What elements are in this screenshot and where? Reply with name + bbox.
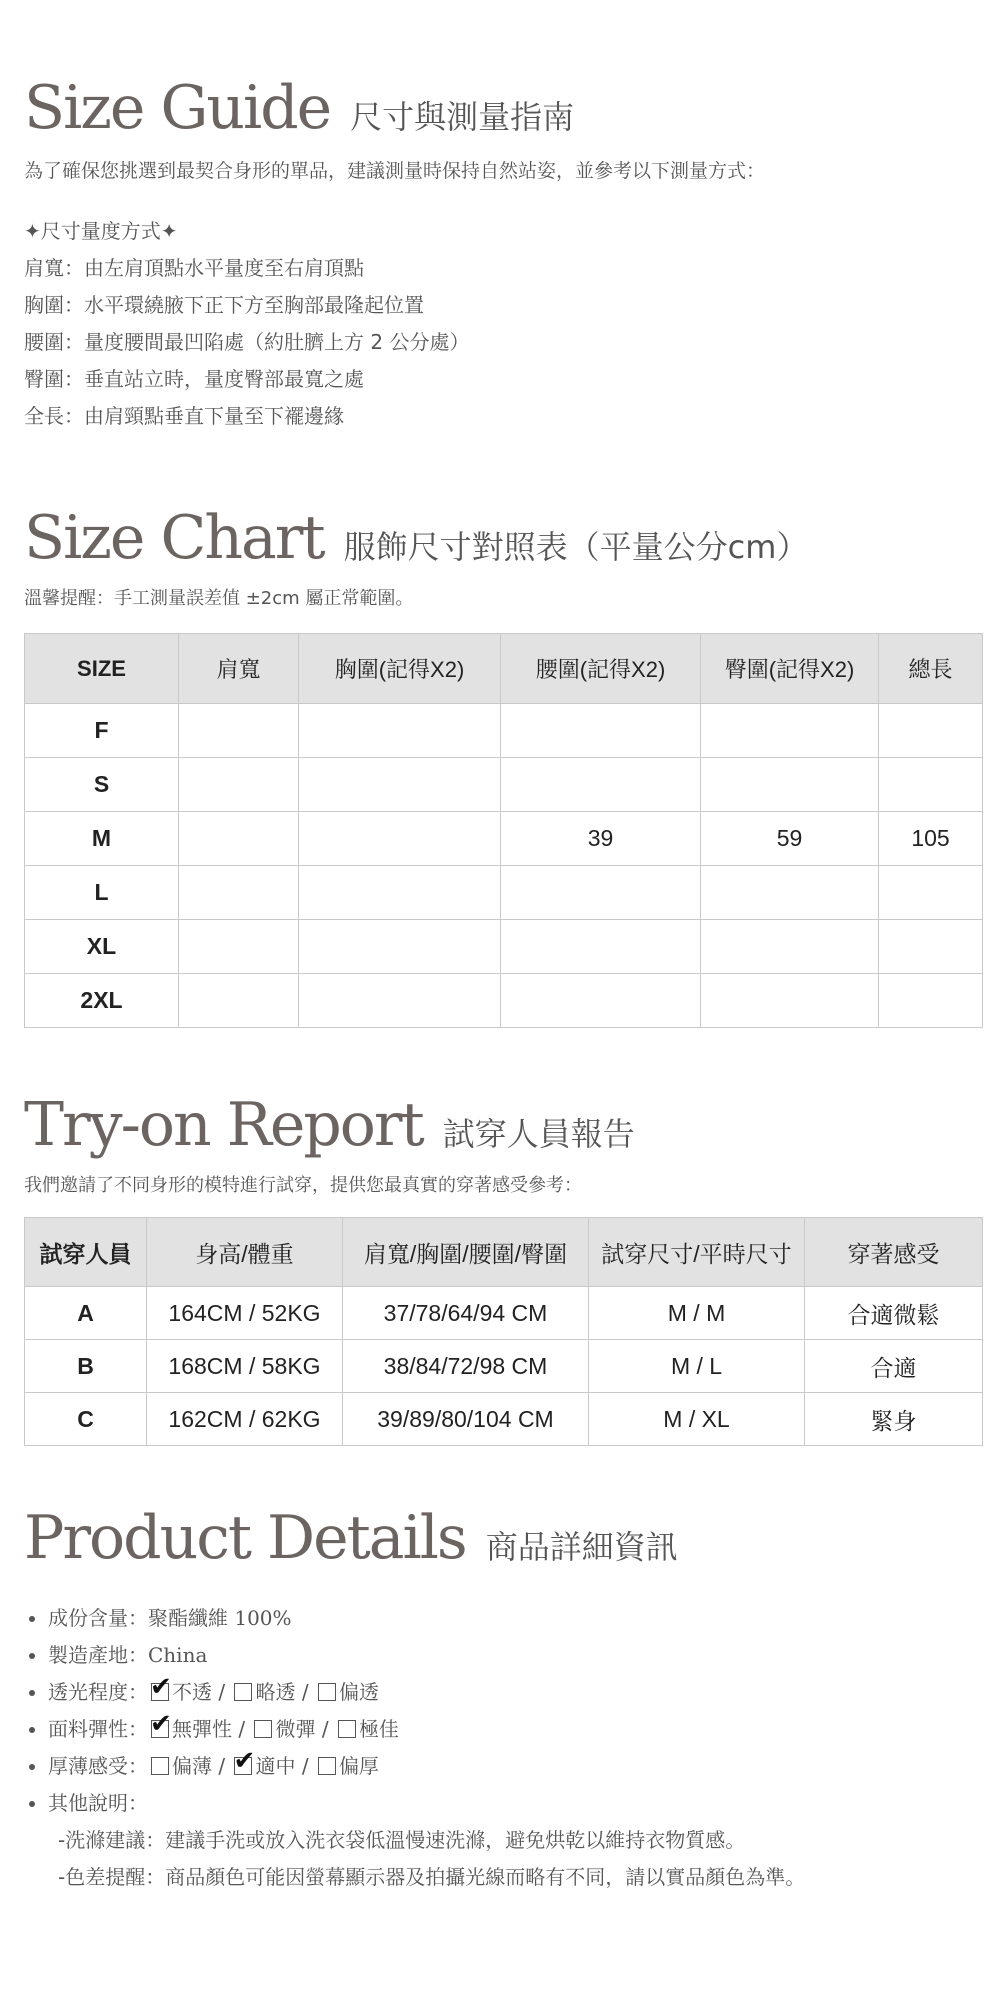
unchecked-checkbox-icon xyxy=(318,1683,336,1701)
table-cell xyxy=(179,812,299,866)
measure-item: 肩寬：由左肩頂點水平量度至右肩頂點 xyxy=(24,256,364,280)
option-label: 偏厚 xyxy=(338,1754,379,1778)
table-cell xyxy=(299,974,501,1028)
table-cell xyxy=(299,866,501,920)
header-cell: 穿著感受 xyxy=(805,1218,983,1287)
table-cell: 39 xyxy=(501,812,701,866)
table-cell: 合適微鬆 xyxy=(805,1287,983,1340)
tryon-intro: 我們邀請了不同身形的模特進行試穿，提供您最真實的穿著感受參考： xyxy=(24,1175,582,1196)
separator: / xyxy=(218,1754,226,1778)
tryon-table xyxy=(24,1217,983,1446)
table-row xyxy=(25,812,983,866)
size-cell: XL xyxy=(25,920,179,974)
detail-label: 成份含量： xyxy=(48,1606,148,1630)
option-label: 適中 xyxy=(255,1754,296,1778)
checked-checkbox-icon xyxy=(233,1746,256,1776)
size-table xyxy=(24,633,983,1028)
size-chart-note: 溫馨提醒：手工測量誤差值 ±2cm 屬正常範圍。 xyxy=(24,588,414,609)
table-cell: 38/84/72/98 CM xyxy=(343,1340,589,1393)
table-cell xyxy=(501,758,701,812)
check-mark-icon: ✔ xyxy=(233,1746,256,1776)
product-section xyxy=(24,1503,976,1896)
unchecked-checkbox-icon xyxy=(338,1720,356,1738)
size-cell: 2XL xyxy=(25,974,179,1028)
product-title-en: Product Details xyxy=(24,1503,466,1573)
separator: / xyxy=(238,1717,246,1741)
table-cell: 合適 xyxy=(805,1340,983,1393)
table-cell: 105 xyxy=(879,812,983,866)
table-row xyxy=(25,758,983,812)
detail-label: 透光程度： xyxy=(48,1680,148,1704)
detail-stretch xyxy=(48,1711,976,1748)
detail-label: 厚薄感受： xyxy=(48,1754,148,1778)
table-cell: 39/89/80/104 CM xyxy=(343,1393,589,1446)
option-label: 略透 xyxy=(255,1680,296,1704)
header-cell: 試穿人員 xyxy=(25,1218,147,1287)
detail-label: 面料彈性： xyxy=(48,1717,148,1741)
table-cell xyxy=(299,758,501,812)
header-cell: 胸圍(記得X2) xyxy=(299,634,501,704)
detail-value: China xyxy=(148,1643,208,1667)
tryon-table-header xyxy=(25,1218,983,1287)
size-cell: L xyxy=(25,866,179,920)
separator: / xyxy=(218,1680,226,1704)
size-cell: S xyxy=(25,758,179,812)
table-cell xyxy=(879,866,983,920)
size-table-wrap xyxy=(24,633,976,1028)
detail-label: 製造產地： xyxy=(48,1643,148,1667)
header-cell: 肩寬 xyxy=(179,634,299,704)
product-title-zh: 商品詳細資訊 xyxy=(485,1528,678,1566)
table-row xyxy=(25,1393,983,1446)
header-cell: 臀圍(記得X2) xyxy=(701,634,879,704)
detail-value: 聚酯纖維 100% xyxy=(148,1606,292,1630)
table-cell xyxy=(299,704,501,758)
tryon-title-en: Try-on Report xyxy=(24,1090,423,1160)
table-row xyxy=(25,866,983,920)
measure-item: 胸圍：水平環繞腋下正下方至胸部最隆起位置 xyxy=(24,293,424,317)
table-cell xyxy=(179,920,299,974)
header-cell: SIZE xyxy=(25,634,179,704)
table-cell: M / L xyxy=(589,1340,805,1393)
size-cell: M xyxy=(25,812,179,866)
detail-sheerness xyxy=(48,1674,976,1711)
size-chart-title-zh: 服飾尺寸對照表（平量公分cm） xyxy=(343,528,809,566)
person-cell: B xyxy=(25,1340,147,1393)
header-cell: 腰圍(記得X2) xyxy=(501,634,701,704)
header-cell: 總長 xyxy=(879,634,983,704)
size-guide-section xyxy=(24,73,976,435)
product-details xyxy=(24,1600,976,1896)
person-cell: C xyxy=(25,1393,147,1446)
table-cell xyxy=(299,920,501,974)
unchecked-checkbox-icon xyxy=(254,1720,272,1738)
measure-item: 腰圍：量度腰間最凹陷處（約肚臍上方 2 公分處） xyxy=(24,330,470,354)
table-cell xyxy=(879,920,983,974)
detail-list xyxy=(24,1600,976,1822)
option-label: 偏薄 xyxy=(172,1754,212,1778)
size-table-header xyxy=(25,634,983,704)
table-row xyxy=(25,974,983,1028)
person-cell: A xyxy=(25,1287,147,1340)
size-guide-heading xyxy=(24,73,976,143)
table-cell: 59 xyxy=(701,812,879,866)
table-cell: 164CM / 52KG xyxy=(147,1287,343,1340)
detail-thickness xyxy=(48,1748,976,1785)
table-cell: 緊身 xyxy=(805,1393,983,1446)
table-row xyxy=(25,1287,983,1340)
table-cell: 162CM / 62KG xyxy=(147,1393,343,1446)
size-guide-title-en: Size Guide xyxy=(24,73,331,143)
table-cell xyxy=(501,704,701,758)
measure-list xyxy=(24,213,976,435)
header-cell: 身高/體重 xyxy=(147,1218,343,1287)
separator: / xyxy=(321,1717,329,1741)
option-label: 極佳 xyxy=(358,1717,399,1741)
table-cell: 37/78/64/94 CM xyxy=(343,1287,589,1340)
product-heading xyxy=(24,1503,976,1573)
table-row xyxy=(25,920,983,974)
table-cell xyxy=(501,866,701,920)
table-cell: M / M xyxy=(589,1287,805,1340)
table-cell xyxy=(701,758,879,812)
check-mark-icon: ✔ xyxy=(150,1709,172,1739)
table-cell xyxy=(179,704,299,758)
tryon-heading xyxy=(24,1090,976,1160)
size-chart-title-en: Size Chart xyxy=(24,503,324,573)
option-label: 不透 xyxy=(172,1680,212,1704)
header-cell: 肩寬/胸圍/腰圍/臀圍 xyxy=(343,1218,589,1287)
checked-checkbox-icon xyxy=(150,1709,172,1739)
detail-material xyxy=(48,1600,976,1637)
table-cell xyxy=(701,920,879,974)
table-cell xyxy=(179,974,299,1028)
separator: / xyxy=(301,1754,309,1778)
size-chart-heading xyxy=(24,503,976,573)
table-cell xyxy=(701,704,879,758)
unchecked-checkbox-icon xyxy=(151,1757,169,1775)
table-cell xyxy=(879,974,983,1028)
size-cell: F xyxy=(25,704,179,758)
header-cell: 試穿尺寸/平時尺寸 xyxy=(589,1218,805,1287)
table-cell: 168CM / 58KG xyxy=(147,1340,343,1393)
measure-method-title: ✦尺寸量度方式✦ xyxy=(24,219,178,243)
tryon-section xyxy=(24,1090,976,1197)
table-cell xyxy=(701,866,879,920)
table-cell xyxy=(179,866,299,920)
checked-checkbox-icon xyxy=(150,1672,172,1702)
option-label: 無彈性 xyxy=(172,1717,232,1741)
detail-origin xyxy=(48,1637,976,1674)
separator: / xyxy=(301,1680,309,1704)
table-cell xyxy=(879,704,983,758)
table-cell xyxy=(299,812,501,866)
detail-other xyxy=(48,1785,976,1822)
tryon-table-wrap xyxy=(24,1217,976,1446)
detail-label: 其他說明： xyxy=(48,1791,148,1815)
table-cell xyxy=(501,974,701,1028)
wash-instruction: -洗滌建議：建議手洗或放入洗衣袋低溫慢速洗滌，避免烘乾以維持衣物質感。 xyxy=(58,1828,746,1852)
color-notice: -色差提醒：商品顏色可能因螢幕顯示器及拍攝光線而略有不同，請以實品顏色為準。 xyxy=(58,1865,806,1889)
measure-item: 全長：由肩頸點垂直下量至下襬邊緣 xyxy=(24,404,344,428)
table-cell xyxy=(879,758,983,812)
unchecked-checkbox-icon xyxy=(318,1757,336,1775)
table-cell xyxy=(701,974,879,1028)
table-cell xyxy=(501,920,701,974)
table-cell xyxy=(179,758,299,812)
check-mark-icon: ✔ xyxy=(150,1672,172,1702)
size-chart-section xyxy=(24,503,976,610)
tryon-title-zh: 試穿人員報告 xyxy=(442,1115,635,1153)
table-cell: M / XL xyxy=(589,1393,805,1446)
option-label: 微彈 xyxy=(275,1717,316,1741)
table-row xyxy=(25,704,983,758)
table-row xyxy=(25,1340,983,1393)
measure-item: 臀圍：垂直站立時，量度臀部最寬之處 xyxy=(24,367,364,391)
unchecked-checkbox-icon xyxy=(234,1683,252,1701)
size-guide-intro: 為了確保您挑選到最契合身形的單品，建議測量時保持自然站姿，並參考以下測量方式： xyxy=(24,160,766,182)
option-label: 偏透 xyxy=(338,1680,379,1704)
size-guide-title-zh: 尺寸與測量指南 xyxy=(350,98,575,136)
